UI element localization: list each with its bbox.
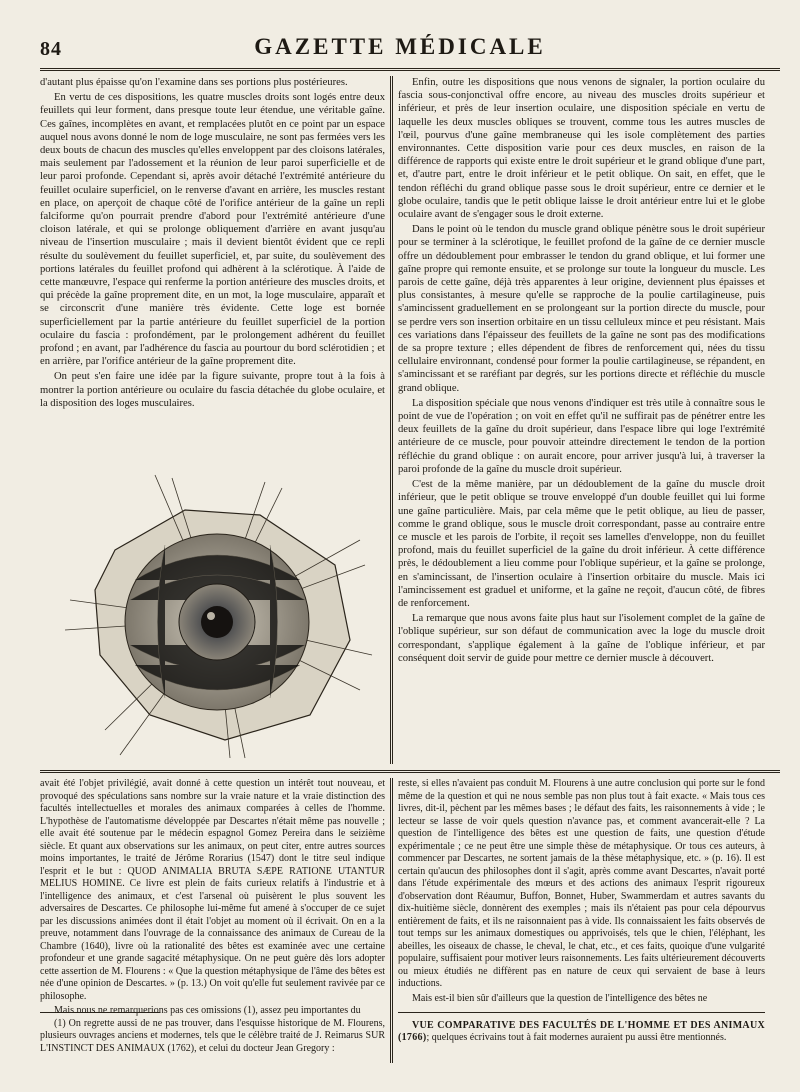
left-paragraph: d'autant plus épaisse qu'on l'examine dans ses portions plus postérieures. (40, 77, 348, 88)
masthead-title: GAZETTE MÉDICALE (254, 34, 546, 59)
lower-left-paragraph: avait été l'objet privilégié, avait donné à cette question un intérêt tout nouveau, et provoqué des spéculations sans nombre sur la vraie nature et la vraie distinction des facultés intellectuelles et morales des animaux comparées à celles de l'homme. L'hypothèse de l'automatisme développée par Descartes n'était même pas nouvelle ; elle avait été soutenue par le médecin espagnol Gomez Pereira dans le seizième siècle. Et quant aux observations sur les animaux, on peut citer, entre autres sources moins importantes, le traité de Jérôme Rorarius (1547) dont le titre seul indique l'esprit et le but : QUOD ANIMALIA BRUTA SÆPE RATIONE UTANTUR MELIUS HOMINE. Ce livre est plein de faits curieux relatifs à l'industrie et à l'intelligence des animaux, et c'est l'arsenal où puisèrent le plus souvent les adversaires de Descartes. Ce philosophe lui-même fut amené à s'occuper de ce sujet par les discussions animées dont il était l'objet au moment où il écrivait. On en a la preuve, notamment dans l'ouvrage de la connaissance des animaux de Cureau de la Chambre (1640), livre où la rationalité des bêtes est examinée avec une certaine profondeur et une grande sagacité métaphysique. On ne peut guère dès lors adopter cette assertion de M. Flourens : « Que la question métaphysique de l'âme des bêtes est née d'une opinion de Descartes. » (p. 13.) On voit qu'elle fut seulement ravivée par ce philosophe. (40, 778, 385, 1002)
lower-left-column (40, 778, 385, 1016)
left-column (40, 76, 385, 468)
lower-left-footnote (40, 1018, 385, 1066)
page-number: 84 (40, 38, 62, 60)
lower-right-footnote-rule (398, 1012, 765, 1013)
footnote-book-title: VUE COMPARATIVE DES FACULTÉS DE L'HOMME ET DES ANIMAUX (1766) (398, 1020, 765, 1044)
footnote-text: (1) On regrette aussi de ne pas trouver, dans l'esquisse historique de M. Flourens, plusieurs ouvrages anciens et modernes, tels que le célèbre traité de J. Reimarus SUR L'INSTINCT DES ANIMAUX (1762), et celui du docteur Jean Gregory : (40, 1018, 385, 1054)
lower-left-paragraph: Mais nous ne remarquerions pas ces omissions (1), assez peu importantes du (54, 1005, 361, 1016)
right-paragraph: Dans le point où le tendon du muscle grand oblique pénètre sous le droit supérieur pour se terminer à la sclérotique, le feuillet profond de la gaîne de ce dernier muscle offre un dédoublement pour embrasser le tendon du grand oblique, et lui former une gaîne propre qui remonte ensuite, et se prolonge sur toute la longueur du muscle. Les parois de cette gaîne, déjà très apparentes à leur origine, deviennent plus épaisses et plus consistantes, à mesure qu'elle se rapproche de la poulie cartilagineuse, puis s'amincissent graduellement en se prolongeant sur la portion directe du muscle, pour se perdre vers son insertion orbitaire en un tissu celluleux mince et peu résistant. Mais ces variations dans l'épaisseur des feuillets de la gaîne ne sont pas des modifications de sa propre texture ; elles dépendent de fibres de renforcement qui, nées du tissu cellulaire environnant, condensé pour former la poulie cartilagineuse, se répandent, en s'amincissant et se raréfiant par degrés, sur les portions directe et réfléchie du muscle grand oblique. (398, 224, 765, 394)
left-paragraph: On peut s'en faire une idée par la figure suivante, propre tout à la fois à montrer la portion antérieure ou oculaire du fascia détachée du globe oculaire, et la disposition des loges musculaires. (40, 371, 385, 409)
lower-right-column (398, 778, 765, 1008)
lower-right-paragraph: Mais est-il bien sûr d'ailleurs que la question de l'intelligence des bêtes ne (412, 992, 708, 1004)
lower-right-footnote (398, 1020, 765, 1064)
footnote-continuation: ; quelques écrivains tout à fait modernes auraient pu aussi être mentionnés. (426, 1032, 727, 1044)
left-paragraph: En vertu de ces dispositions, les quatre muscles droits sont logés entre deux feuillets qui leur forment, dans presque toute leur étendue, une véritable gaîne. Ces gaînes, incomplètes en avant, et remplacées plutôt en ce point par un espace auquel nous avons donné le nom de loge musculaire, ne sont pas fermées vers les deux bouts de chacun des muscles qu'elles enveloppent par des cloisons latérales, mais seulement par l'adossement et la réunion de leur paroi superficielle et de leur paroi profonde. Cependant si, après avoir détaché l'extrémité antérieure du feuillet oculaire superficiel, on le renverse d'avant en arrière, les muscles restant en place, on aperçoit de chaque côté de l'orifice antérieur de la gaîne un repli falciforme qu'on pourrait prendre d'abord pour l'extrémité antérieure d'une cloison latérale, et qui se prolonge obliquement d'arrière en avant jusqu'au niveau de l'insertion musculaire ; mais il devient bientôt évident que ce repli résulte du soulèvement du feuillet superficiel, et, par suite, du soulèvement des portions latérales du feuillet profond qui adhèrent à la sclérotique. À l'aide de cette manœuvre, l'espace qui renferme la portion antérieure des muscles droits, et qui précède la gaîne proprement dite, en un mot, la loge musculaire, apparaît et se circonscrit d'une manière très évidente. Cette loge est bornée superficiellement par la partie antérieure du feuillet superficiel de la portion oculaire du fascia : profondément, par le prolongement adhérent du feuillet profond ; en avant, par l'adhérence du fascia au pourtour du bord sclérotidien ; et en arrière, par l'orifice antérieur de la gaîne proprement dite. (40, 92, 385, 368)
lower-column-separator (390, 778, 393, 1063)
lower-right-paragraph: reste, si elles n'avaient pas conduit M. Flourens à une autre conclusion qui porte sur le fond même de la question et qui ne nous semble pas non plus tout à fait exacte. « Mais tous ces livres, dit-il, pèchent par les mêmes bases ; le défaut des faits, les raisonnements à vide ; le lecteur se lasse de voir quels question n'avance pas, et comment avancerait-elle ? La question de l'intelligence des bêtes est une question de faits, une question d'étude expérimentale ; ce ne peut être une simple thèse de métaphysique. Or tous ces auteurs, à commencer par Descartes, ne sortent jamais de la thèse métaphysique, etc. » (p. 16). Il est certain qu'aucun des philosophes dont il s'agit, après comme avant Descartes, n'avait porté dans l'étude expérimentale des mœurs et des actions des animaux l'esprit rigoureux d'observation dont Réaumur, Buffon, Bonnet, Huber, Swammerdam et autres savants du dix-huitième siècle, donnèrent des exemples ; mais ils n'étaient pas pour cela dépourvus entièrement de faits, et ils ne raisonnaient pas à vide. Ils connaissaient les faits observés de tout temps sur les animaux domestiques ou apprivoisés, tels que le chien, l'éléphant, les abeilles, les oiseaux de chasse, le cheval, le chat, etc., et ces faits, quoique d'une vulgarité populaire, suffisaient pour motiver leurs raisonnements. Les faits ultérieurement découverts ou mieux étudiés ne diffèrent pas en nature de ceux qui servaient de base à leurs inductions. (398, 778, 765, 989)
right-paragraph: La disposition spéciale que nous venons d'indiquer est très utile à connaître sous le point de vue de l'opération ; on voit en effet qu'il ne suffirait pas de pénétrer entre les deux feuillets de la gaîne du droit supérieur, dans l'espace libre qui loge l'extrémité antérieure de ce muscle, pour pouvoir atteindre directement le tendon de la portion réfléchie du grand oblique : on aurait encore, pour arriver jusqu'à lui, à traverser la paroi profonde de la gaîne du muscle droit supérieur. (398, 397, 765, 475)
column-separator (390, 76, 393, 764)
header-rule (40, 68, 780, 71)
right-paragraph: La remarque que nous avons faite plus haut sur l'isolement complet de la gaîne de l'oblique supérieur, sur son défaut de communication avec la loge du muscle droit correspondant, s'applique également à la gaîne de l'oblique inférieur, et par conséquent doit servir de guide pour mettre ce dernier muscle à découvert. (398, 613, 765, 664)
right-paragraph: Enfin, outre les dispositions que nous venons de signaler, la portion oculaire du fascia sous-conjonctival offre encore, au niveau des muscles droits supérieur et inférieur, et près de leur insertion oculaire, une disposition spéciale en vertu de laquelle les deux muscles obliques se trouvent, comme tous les autres muscles de l'œil, pourvus d'une gaîne membraneuse qui les isole complètement des parties environnantes. Cette disposition varie pour ces deux muscles, en raison de la différence de rapports qui existe entre le droit supérieur et le grand oblique d'une part, et, d'autre part, entre le droit inférieur et le petit oblique. On sait, en effet, que le tendon réfléchi du grand oblique passe sous le droit supérieur, entre ce dernier et le globe oculaire, tandis que le petit oblique laisse le droit antérieur entre lui et le globe oculaire avant de s'engager sous le droit externe. (398, 77, 765, 221)
feuilleton-rule (40, 770, 780, 773)
footnote-rule (40, 1012, 160, 1013)
eye-fascia-illustration (60, 470, 375, 760)
right-column (398, 76, 765, 760)
right-paragraph: C'est de la même manière, par un dédoublement de la gaîne du muscle droit inférieur, que le petit oblique se trouve enveloppé d'un double feuillet qui lui forme une gaîne particulière. Mais, par cela même que le petit oblique, au lieu de passer, comme le grand oblique, sous le muscle droit correspondant, passe au contraire entre ce muscle et les parois de l'orbite, il reçoit ses lamelles d'enveloppe, non du feuillet profond, mais du feuillet superficiel de la gaîne du droit inférieur. À cette différence près, le dédoublement a lieu comme pour l'oblique supérieur, et la gaîne se prolonge, en s'amincissant, de l'insertion oculaire à l'insertion orbitaire du muscle. Mais ici l'amincissement est graduel et uniforme, et la gaîne ne reçoit, d'aucun côté, de fibres de renforcement. (398, 479, 765, 609)
eye-fascia-figure (60, 470, 375, 760)
